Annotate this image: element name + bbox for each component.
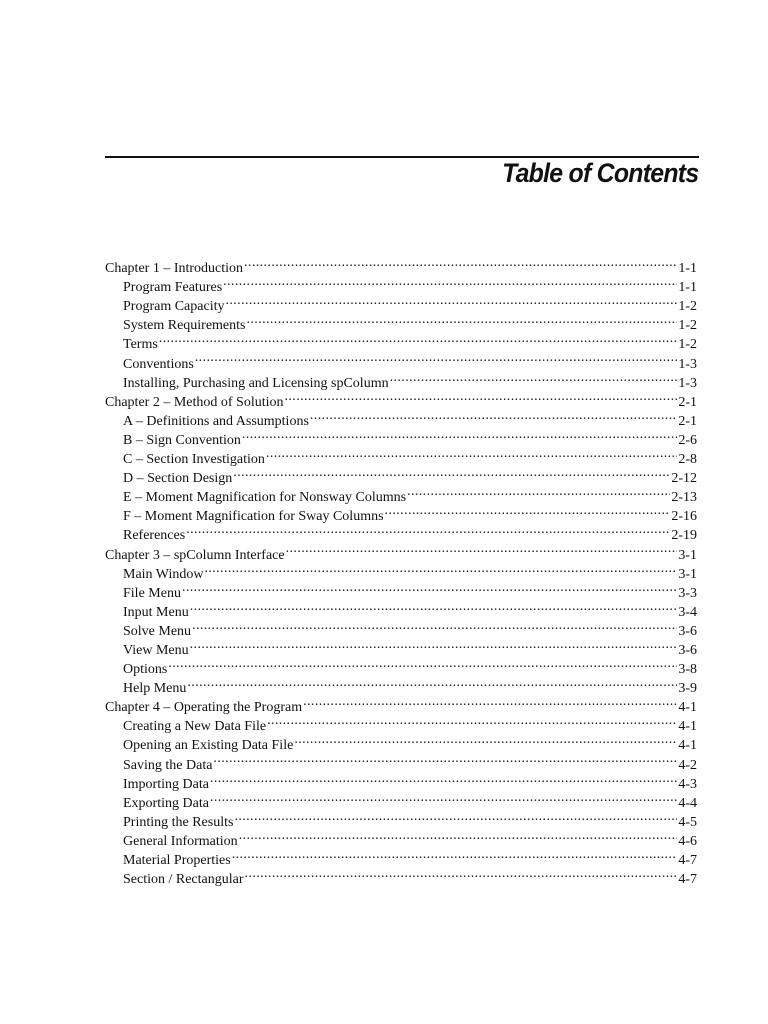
toc-chapter-entry[interactable] (105, 692, 697, 716)
toc-entry-label: E – Moment Magnification for Nonsway Columns (123, 490, 407, 506)
toc-dot-leader (209, 769, 677, 788)
toc-entry-label: Saving the Data (123, 757, 213, 773)
toc-page-number: 3-1 (678, 566, 697, 582)
toc-page-number: 1-3 (678, 375, 697, 391)
toc-dot-leader (265, 444, 677, 463)
toc-entry-label: File Menu (123, 585, 181, 601)
toc-page-number: 2-16 (671, 509, 697, 525)
toc-entry-label: Opening an Existing Data File (123, 738, 294, 754)
toc-entry-label: Input Menu (123, 604, 189, 620)
toc-dot-leader (224, 291, 677, 310)
toc-dot-leader (285, 539, 678, 558)
toc-chapter-entry[interactable] (105, 539, 697, 563)
toc-entry-label: Solve Menu (123, 623, 192, 639)
toc-entry-label: View Menu (123, 642, 189, 658)
toc-page-number: 1-2 (678, 318, 697, 334)
toc-page-number: 3-9 (678, 681, 697, 697)
toc-dot-leader (189, 597, 678, 616)
toc-page-number: 4-3 (678, 776, 697, 792)
toc-page-number: 4-5 (678, 814, 697, 830)
toc-dot-leader (309, 406, 677, 425)
toc-entry-label: Program Capacity (123, 299, 225, 315)
toc-page-number: 2-19 (671, 528, 697, 544)
toc-entry-label: Creating a New Data File (123, 719, 267, 735)
toc-dot-leader (244, 864, 678, 883)
toc-entry-label: C – Section Investigation (123, 452, 265, 468)
toc-page-number: 4-4 (678, 795, 697, 811)
toc-dot-leader (212, 749, 677, 768)
toc-section-entry[interactable] (105, 654, 697, 678)
toc-entry-label: F – Moment Magnification for Sway Columns (123, 509, 384, 525)
toc-entry-label: Chapter 3 – spColumn Interface (105, 547, 285, 563)
toc-page-number: 2-1 (678, 394, 697, 410)
toc-entry-label: A – Definitions and Assumptions (123, 413, 309, 429)
toc-dot-leader (194, 348, 678, 367)
toc-entry-label: Section / Rectangular (123, 872, 244, 888)
toc-dot-leader (293, 730, 677, 749)
toc-entry-label: System Requirements (123, 318, 246, 334)
toc-dot-leader (406, 482, 670, 501)
toc-dot-leader (203, 559, 677, 578)
toc-page-number: 4-1 (678, 719, 697, 735)
toc-dot-leader (191, 616, 677, 635)
toc-dot-leader (241, 425, 677, 444)
toc-dot-leader (284, 387, 678, 406)
toc-section-entry[interactable] (105, 616, 697, 639)
toc-page-number: 2-1 (678, 413, 697, 429)
toc-entry-label: Chapter 2 – Method of Solution (105, 394, 284, 410)
toc-entry-label: Material Properties (123, 853, 231, 868)
toc-page-number: 4-2 (678, 757, 697, 773)
toc-dot-leader (384, 501, 671, 520)
toc-entry-label: Exporting Data (123, 795, 209, 811)
toc-page-number: 3-6 (678, 642, 697, 658)
toc-page-number: 3-4 (678, 604, 697, 620)
toc-page-number: 4-7 (678, 853, 697, 868)
toc-entry-label: Printing the Results (123, 814, 234, 830)
toc-page-number: 2-6 (678, 432, 697, 448)
toc-section-entry[interactable] (105, 635, 697, 658)
toc-dot-leader (246, 310, 678, 329)
toc-dot-leader (302, 692, 677, 711)
toc-dot-leader (185, 520, 670, 539)
toc-dot-leader (243, 253, 677, 272)
toc-dot-leader (389, 368, 678, 387)
toc-page-number: 3-3 (678, 585, 697, 601)
toc-entry-label: Chapter 4 – Operating the Program (105, 700, 303, 716)
toc-page-number: 2-8 (678, 452, 697, 468)
toc-section-entry[interactable] (105, 578, 697, 601)
toc-entry-label: Importing Data (123, 776, 209, 792)
toc-entry-label: References (123, 528, 186, 544)
toc-page-number: 1-2 (678, 299, 697, 315)
toc-page-number: 4-1 (678, 700, 697, 716)
toc-page-number: 1-2 (678, 337, 697, 353)
toc-page-number: 4-7 (678, 872, 697, 888)
toc-section-entry[interactable] (105, 329, 697, 353)
toc-page-number: 4-1 (678, 738, 697, 754)
toc-page-number: 3-8 (678, 662, 697, 678)
toc-dot-leader (158, 329, 678, 348)
toc-page-number: 4-6 (678, 833, 697, 849)
toc-dot-leader (233, 807, 677, 826)
toc-dot-leader (222, 272, 677, 291)
toc-entry-label: D – Section Design (123, 471, 233, 487)
toc-dot-leader (266, 711, 677, 730)
toc-page-number: 2-13 (671, 490, 697, 506)
toc-entry-label: General Information (123, 833, 238, 849)
toc-dot-leader (181, 578, 677, 597)
toc-section-entry[interactable] (105, 520, 697, 544)
toc-dot-leader (186, 673, 677, 692)
toc-dot-leader (231, 845, 678, 864)
toc-page-number: 1-1 (678, 280, 697, 296)
toc-section-entry[interactable] (105, 597, 697, 620)
toc-dot-leader (232, 463, 670, 482)
toc-entry-label: Chapter 1 – Introduction (105, 261, 244, 277)
toc-section-entry[interactable] (105, 368, 697, 391)
toc-chapter-entry[interactable] (105, 253, 697, 277)
toc-entry-label: Options (123, 662, 168, 678)
toc-list (105, 253, 697, 888)
toc-page-number: 3-6 (678, 623, 697, 639)
toc-section-entry[interactable] (105, 348, 697, 372)
toc-entry-label: Program Features (123, 280, 223, 296)
toc-entry-label: Installing, Purchasing and Licensing spColumn (123, 375, 389, 391)
toc-page-number: 2-12 (671, 471, 697, 487)
toc-entry-label: Help Menu (123, 681, 187, 697)
toc-page-number: 3-1 (678, 547, 697, 563)
toc-dot-leader (167, 654, 677, 673)
toc-section-entry[interactable] (105, 673, 697, 697)
toc-entry-label: Conventions (123, 356, 194, 372)
toc-entry-label: B – Sign Convention (123, 432, 241, 448)
toc-page-number: 1-3 (678, 356, 697, 372)
toc-dot-leader (189, 635, 678, 654)
toc-dot-leader (238, 826, 678, 845)
toc-entry-label: Terms (123, 337, 158, 353)
toc-page-number: 1-1 (678, 261, 697, 277)
page-title: Table of Contents (501, 158, 698, 188)
toc-dot-leader (209, 788, 677, 807)
toc-entry-label: Main Window (123, 566, 204, 582)
